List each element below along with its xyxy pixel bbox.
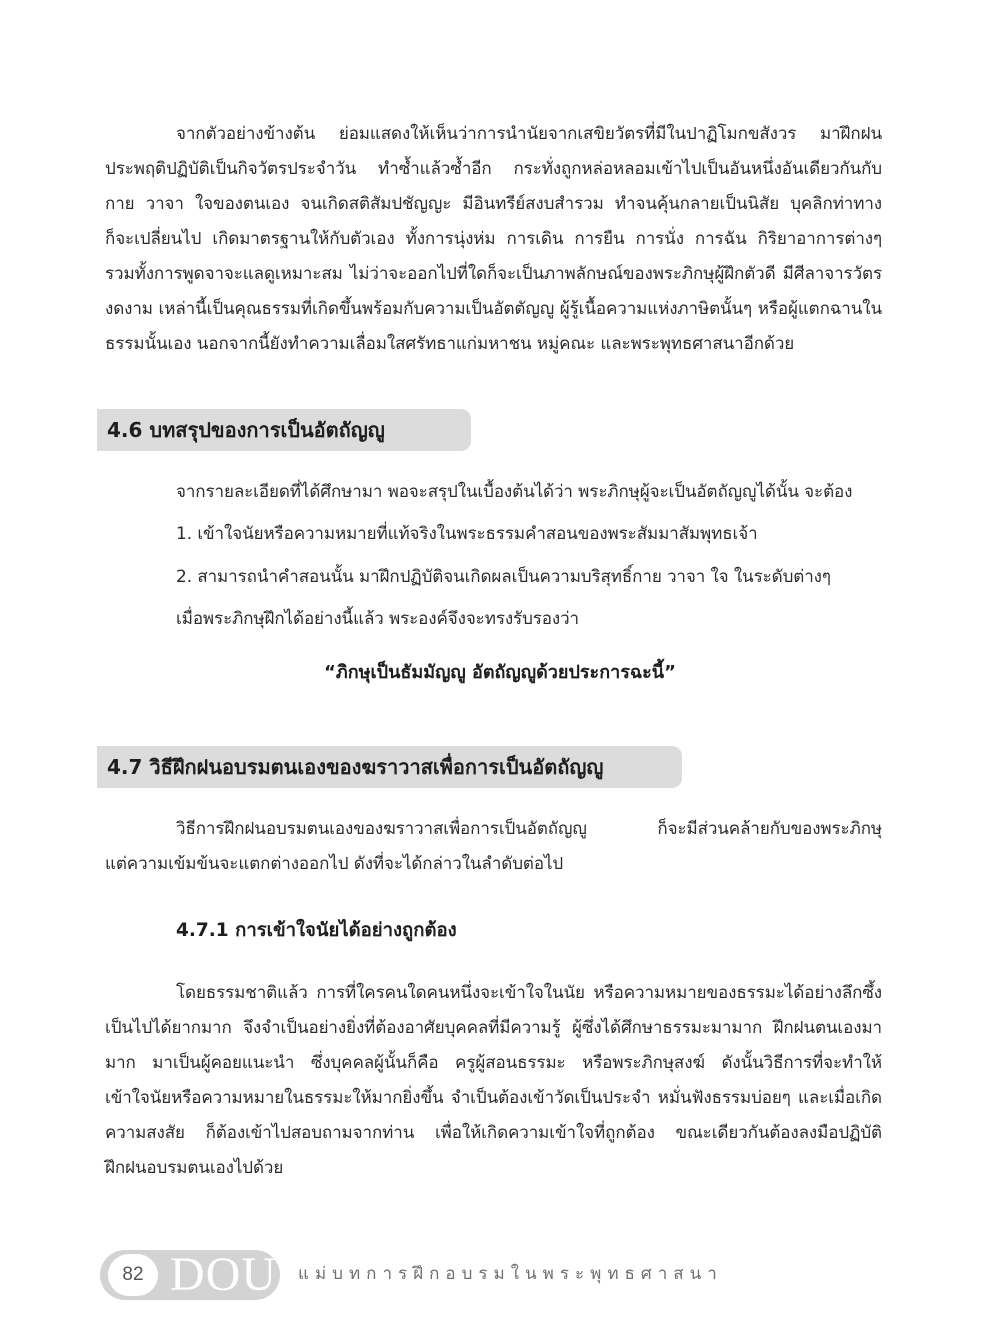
paragraph-line: ก็จะเปลี่ยนไป เกิดมาตรฐานให้กับตัวเอง ทั้งการนุ่งห่ม การเดิน การยืน การนั่ง การฉัน กิริยาอาการต่างๆ [105, 229, 882, 249]
paragraph-line: เข้าใจนัยหรือความหมายในธรรมะให้มากยิ่งขึ้น จำเป็นต้องเข้าวัดเป็นประจำ หมั่นฟังธรรมบ่อยๆ และเมื่อเกิด [105, 1088, 882, 1108]
book-title: แม่บทการฝึกอบรมในพระพุทธศาสนา [298, 1264, 723, 1284]
section-intro-line: จากรายละเอียดที่ได้ศึกษามา พอจะสรุปในเบื้องต้นได้ว่า พระภิกษุผู้จะเป็นอัตถัญญูได้นั้น จะต้อง [176, 482, 853, 502]
list-item-2: 2. สามารถนำคำสอนนั้น มาฝึกปฏิบัติจนเกิดผลเป็นความบริสุทธิ์กาย วาจา ใจ ในระดับต่างๆ [176, 567, 831, 587]
subsection-heading-4-7-1: 4.7.1 การเข้าใจนัยได้อย่างถูกต้อง [176, 920, 457, 941]
paragraph-line: แต่ความเข้มข้นจะแตกต่างออกไป ดังที่จะได้กล่าวในลำดับต่อไป [105, 854, 564, 874]
paragraph-line: วิธีการฝึกฝนอบรมตนเองของฆราวาสเพื่อการเป็นอัตถัญญู ก็จะมีส่วนคล้ายกับของพระภิกษุ [176, 819, 882, 839]
dou-logo: DOU [170, 1248, 277, 1301]
paragraph-line: รวมทั้งการพูดจาจะแลดูเหมาะสม ไม่ว่าจะออกไปที่ใดก็จะเป็นภาพลักษณ์ของพระภิกษุผู้ฝึกตัวดี มีศีลาจารวัตร [105, 264, 882, 284]
paragraph-line: งดงาม เหล่านี้เป็นคุณธรรมที่เกิดขึ้นพร้อมกับความเป็นอัตตัญญู ผู้รู้เนื้อความแห่งภาษิตนั้นๆ หรือผู้แตกฉานใน [105, 299, 882, 319]
paragraph-line: จากตัวอย่างข้างต้น ย่อมแสดงให้เห็นว่าการนำนัยจากเสขิยวัตรที่มีในปาฏิโมกขสังวร มาฝึกฝน [176, 124, 882, 144]
paragraph-line: ความสงสัย ก็ต้องเข้าไปสอบถามจากท่าน เพื่อให้เกิดความเข้าใจที่ถูกต้อง ขณะเดียวกันต้องลงมือปฏิบัติ [105, 1123, 882, 1143]
paragraph-line: กาย วาจา ใจของตนเอง จนเกิดสติสัมปชัญญะ มีอินทรีย์สงบสำรวม ทำจนคุ้นกลายเป็นนิสัย บุคลิกท่าทาง [105, 194, 882, 214]
paragraph-line: ฝึกฝนอบรมตนเองไปด้วย [105, 1158, 284, 1178]
paragraph-line: โดยธรรมชาติแล้ว การที่ใครคนใดคนหนึ่งจะเข้าใจในนัย หรือความหมายของธรรมะได้อย่างลึกซึ้ง [176, 983, 882, 1003]
closing-line: เมื่อพระภิกษุฝึกได้อย่างนี้แล้ว พระองค์จึงจะทรงรับรองว่า [176, 609, 580, 629]
page-number: 82 [108, 1254, 158, 1296]
paragraph-line: เป็นไปได้ยากมาก จึงจำเป็นอย่างยิ่งที่ต้องอาศัยบุคคลที่มีความรู้ ผู้ซึ่งได้ศึกษาธรรมะมามาก ฝึกฝนตนเองมา [105, 1018, 882, 1038]
section-heading-4-7: 4.7 วิธีฝึกฝนอบรมตนเองของฆราวาสเพื่อการเป็นอัตถัญญู [107, 755, 604, 779]
paragraph-line: มาก มาเป็นผู้คอยแนะนำ ซึ่งบุคคลผู้นั้นก็คือ ครูผู้สอนธรรมะ หรือพระภิกษุสงฆ์ ดังนั้นวิธีการที่จะทำให้ [105, 1053, 882, 1073]
list-item-1: 1. เข้าใจนัยหรือความหมายที่แท้จริงในพระธรรมคำสอนของพระสัมมาสัมพุทธเจ้า [176, 524, 758, 544]
paragraph-line: ธรรมนั้นเอง นอกจากนี้ยังทำความเลื่อมใสศรัทธาแก่มหาชน หมู่คณะ และพระพุทธศาสนาอีกด้วย [105, 334, 795, 354]
paragraph-line: ประพฤติปฏิบัติเป็นกิจวัตรประจำวัน ทำซ้ำแล้วซ้ำอีก กระทั่งถูกหล่อหลอมเข้าไปเป็นอันหนึ่งอันเดียวกันกับ [105, 159, 882, 179]
section-heading-4-6: 4.6 บทสรุปของการเป็นอัตถัญญู [107, 418, 385, 442]
quote: “ภิกษุเป็นธัมมัญญู อัตถัญญูด้วยประการฉะนี้” [324, 662, 676, 683]
